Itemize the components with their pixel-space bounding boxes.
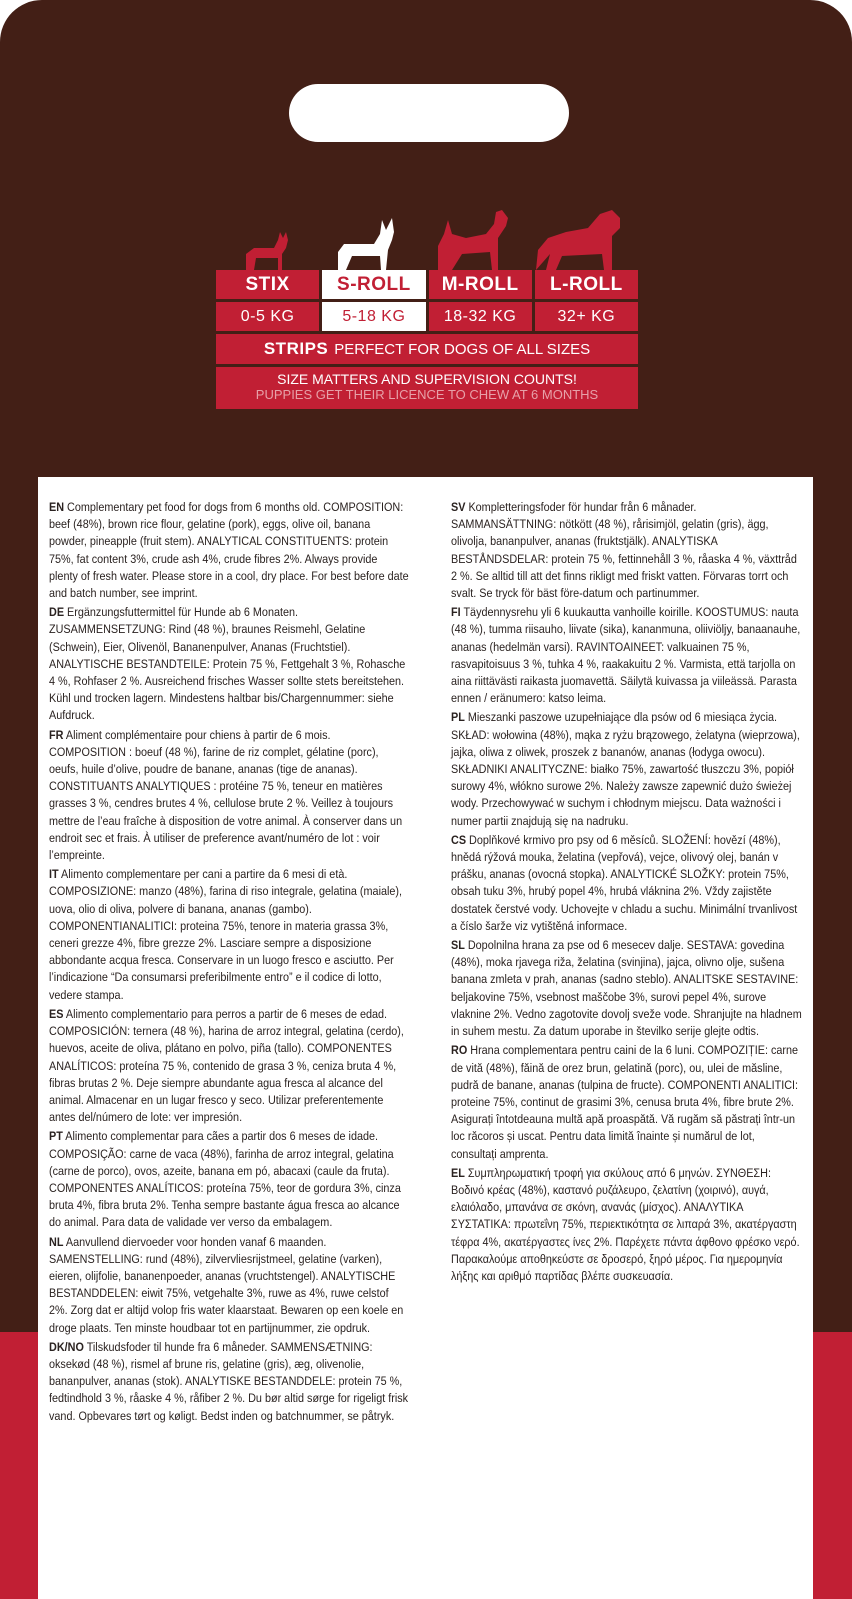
xlarge-dog-icon	[536, 210, 620, 270]
lang-text: Doplňkové krmivo pro psy od 6 měsíců. SLOŽENÍ: hovězí (48%), hnědá rýžová mouka, želatina (vepřová), vejce, olivový olej, banán v prášku, ananas (ovocná stopka). ANALYTICKÉ SLOŽKY: protein 75%, obsah tuku 3%, hrubý popel 4%, hrubá vláknina 2%. Vždy zajistěte dostatek čerstvé vody. Uchovejte v chladu a suchu. Minimální trvanlivost a číslo šarže viz vytištěná informace.	[451, 832, 798, 933]
product-s-roll: S-ROLL	[322, 270, 425, 299]
weight-l-roll: 32+ KG	[535, 302, 638, 331]
dog-silhouettes	[216, 210, 638, 272]
lang-code: PT	[49, 1129, 63, 1144]
lang-text: Täydennysrehu yli 6 kuukautta vanhoille koirille. KOOSTUMUS: nauta (48 %), tumma riisauho, liivate (sika), kananmuna, oliiviöljy, banaanauhe, ananas (hedelmän varsi). RAVINTOAINEET: valkuainen 75 %, rasvapitoisuus 3 %, tuhka 4 %, raakakuitu 2 %. Varmista, että tarjolla on aina riittävästi raikasta juomavettä. Säilytä kuivassa ja viileässä. Parasta ennen / eränumero: katso leima.	[451, 605, 801, 706]
lang-block-pl	[451, 709, 803, 829]
lang-code: EN	[49, 500, 65, 514]
lang-text: Complementary pet food for dogs from 6 months old. COMPOSITION: beef (48%), brown rice flour, gelatine (pork), eggs, olive oil, banana powder, pineapple (fruit stem). ANALYTICAL CONSTITUENTS: protein 75%, fat content 3%, crude ash 4%, crude fibres 2%. Always provide plenty of fresh water. Please store in a cool, dry place. For best before date and batch number, see imprint.	[49, 500, 409, 601]
lang-block-cs	[451, 832, 803, 935]
strips-banner	[216, 334, 638, 364]
lang-block-nl	[49, 1234, 409, 1337]
lang-text: Dopolnilna hrana za pse od 6 mesecev dalje. SESTAVA: govedina (48%), moka rjavega riža, želatina (svinjina), jajca, olivno olje, sušena banana zmleta v prah, ananas (sadno steblo). ANALITSKE SESTAVINE: beljakovine 75%, vsebnost maščobe 3%, surovi pepel 4%, surove vlaknine 2%. Vedno zagotovite dovolj sveže vode. Shranjujte na hladnem in suhem mestu. Za datum uporabe in številko serije glejte odtis.	[451, 938, 802, 1039]
small-dog-icon	[246, 232, 288, 270]
medium-dog-icon	[338, 218, 394, 270]
size-chart	[216, 210, 638, 410]
large-dog-icon	[438, 210, 508, 270]
lang-block-ro	[451, 1042, 803, 1162]
lang-code: FR	[49, 727, 64, 742]
lang-text: Kompletteringsfoder för hundar från 6 månader. SAMMANSÄTTNING: nötkött (48 %), rårisimjöl, gelatin (gris), ägg, olivolja, bananpulver, ananas (fruktstjälk). ANALYTISKA BESTÅNDSDELAR: protein 75 %, fettinnehåll 3 %, råaska 4 %, växttråd 2 %. Se alltid till att det finns rikligt med friskt vatten. Förvaras torrt och svalt. Se tryck för bäst före-datum och partinummer.	[451, 500, 797, 601]
lang-code: RO	[451, 1043, 468, 1058]
lang-code: FI	[451, 605, 461, 620]
lang-block-pt	[49, 1128, 409, 1231]
lang-block-it	[49, 866, 409, 1004]
lang-text: Hrana complementara pentru caini de la 6 luni. COMPOZIȚIE: carne de vită (48%), făină de orez brun, gelatină (porc), ou, ulei de măsline, pudră de banane, ananas (tulpina de fructe). COMPONENTI ANALITICI: proteine 75%, continut de grasimi 3%, cenusa bruta 4%, fibre brute 2%. Asigurați întotdeauna multă apă proaspătă. Vă rugăm să păstrați într-un loc răcoros și uscat. Pentru data limită înainte și numărul de lot, consultați amprenta.	[451, 1043, 799, 1161]
lang-code: IT	[49, 867, 59, 882]
lang-text: Συμπληρωματική τροφή για σκύλους από 6 μηνών. ΣΥΝΘΕΣΗ: Βοδινό κρέας (48%), καστανό ρυζάλευρο, ζελατίνη (χοιρινό), αυγά, ελαιόλαδο, μπανάνα σε σκόνη, ανανάς (μίσχος). ΑΝΑΛΥΤΙΚΑ ΣΥΣΤΑΤΙΚΑ: πρωτεΐνη 75%, περιεκτικότητα σε λιπαρά 3%, ακατέργαστη τέφρα 4%, ακατέργαστες ίνες 2%. Παρέχετε πάντα άφθονο φρέσκο νερό. Παρακαλούμε αποθηκεύστε σε δροσερό, ξηρό μέρος. Για ημερομηνία λήξης και αριθμό παρτίδας βλέπε συσκευασία.	[451, 1165, 800, 1283]
warning-main: SIZE MATTERS AND SUPERVISION COUNTS!	[277, 371, 577, 387]
lang-code: DK/NO	[49, 1339, 84, 1354]
hang-hole	[289, 84, 569, 142]
lang-text: Aliment complémentaire pour chiens à partir de 6 mois. COMPOSITION : boeuf (48 %), farine de riz complet, gélatine (porc), oeufs, huile d’olive, poudre de banane, ananas (tige de ananas). CONSTITUANTS ANALYTIQUES : protéine 75 %, teneur en matières grasses 3 %, cendres brutes 4 %, cellulose brute 2 %. Veillez à toujours mettre de l’eau fraîche à disposition de votre animal. À conserver dans un endroit sec et frais. À utiliser de preference avant/numéro de lot : voir l’empreinte.	[49, 727, 403, 863]
strips-text: PERFECT FOR DOGS OF ALL SIZES	[334, 340, 591, 358]
weight-s-roll: 5-18 KG	[322, 302, 425, 331]
product-m-roll: M-ROLL	[429, 270, 532, 299]
product-name-row	[216, 270, 638, 299]
lang-block-es	[49, 1006, 409, 1126]
lang-code: NL	[49, 1234, 64, 1249]
lang-block-fi	[451, 604, 803, 707]
lang-block-dk-no	[49, 1339, 409, 1425]
weight-m-roll: 18-32 KG	[429, 302, 532, 331]
lang-text: Alimento complementar para cães a partir dos 6 meses de idade. COMPOSIÇÃO: carne de vaca (48%), farinha de arroz integral, gelatina (carne de porco), ovos, azeite, banana em pó, abacaxi (caule da fruta). COMPONENTES ANALÍTICOS: proteína 75%, teor de gordura 3%, cinza bruta 4%, fibra bruta 2%. Tenha sempre bastante água fresca ao alcance do animal. Para data de validade ver verso da embalagem.	[49, 1129, 401, 1230]
lang-code: DE	[49, 605, 65, 620]
lang-block-en	[49, 499, 409, 602]
product-stix: STIX	[216, 270, 319, 299]
size-table	[216, 270, 638, 409]
weight-row	[216, 302, 638, 331]
lang-code: EL	[451, 1165, 465, 1180]
right-column	[451, 499, 803, 1287]
product-l-roll: L-ROLL	[535, 270, 638, 299]
lang-text: Mieszanki paszowe uzupełniające dla psów od 6 miesiąca życia. SKŁAD: wołowina (48%), mąka z ryżu brązowego, żelatyna (wieprzowa), jajka, oliwa z oliwek, proszek z bananów, ananas (łodyga owocu). SKŁADNIKI ANALITYCZNE: białko 75%, zawartość tłuszczu 3%, popiół surowy 4%, włókno surowe 2%. Należy zawsze zapewnić dużo świeżej wody. Przechowywać w suchym i chłodnym miejscu. Data ważności i numer partii znajdują się na nadruku.	[451, 710, 800, 828]
lang-code: SL	[451, 938, 465, 953]
weight-stix: 0-5 KG	[216, 302, 319, 331]
lang-code: SV	[451, 500, 466, 514]
lang-text: Ergänzungsfuttermittel für Hunde ab 6 Monaten. ZUSAMMENSETZUNG: Rind (48 %), braunes Reismehl, Gelatine (Schwein), Eier, Olivenöl, Bananenpulver, Ananas (Fruchtstiel). ANALYTISCHE BESTANDTEILE: Protein 75 %, Fettgehalt 3 %, Rohasche 4 %, Rohfaser 2 %. Ausreichend frisches Wasser sollte stets bereitstehen. Kühl und trocken lagern. Mindestens haltbar bis/Chargennummer: siehe Aufdruck.	[49, 605, 406, 723]
lang-text: Aanvullend diervoeder voor honden vanaf 6 maanden. SAMENSTELLING: rund (48%), zilvervliesrijstmeel, gelatine (varken), eieren, olijfolie, bananenpoeder, ananas (vruchtstengel). ANALYTISCHE BESTANDDELEN: eiwit 75%, vetgehalte 3%, ruwe as 4%, ruwe celstof 2%. Zorg dat er altijd volop fris water klaarstaat. Bewaren op een koele en droge plaats. Ten minste houdbaar tot en partijnummer, zie opdruk.	[49, 1234, 404, 1335]
lang-text: Tilskudsfoder til hunde fra 6 måneder. SAMMENSÆTNING: oksekød (48 %), rismel af brune ris, gelatine (gris), æg, olivenolie, bananpulver, ananas (stok). ANALYTISKE BESTANDDELE: protein 75 %, fedtindhold 3 %, råaske 4 %, råfiber 2 %. Du bør altid sørge for rigeligt frisk vand. Opbevares tørt og køligt. Bedst inden og batchnummer, se påtryk.	[49, 1339, 409, 1423]
lang-code: ES	[49, 1006, 64, 1021]
lang-text: Alimento complementare per cani a partire da 6 mesi di età. COMPOSIZIONE: manzo (48%), farina di riso integrale, gelatina (maiale), uova, olio di oliva, polvere di banana, ananas (gambo). COMPONENTIANALITICI: proteina 75%, tenore in materia grassa 3%, ceneri grezze 4%, fibre grezze 2%. Lasciare sempre a disposizione abbondante acqua fresca. Conservare in un luogo fresco e asciutto. Per l’indicazione “Da consumarsi preferibilmente entro” e il codice di lotto, vedere stampa.	[49, 867, 403, 1002]
strips-label: STRIPS	[263, 339, 329, 358]
lang-code: CS	[451, 832, 467, 847]
lang-code: PL	[451, 710, 465, 725]
lang-block-de	[49, 604, 409, 724]
lang-block-sv	[451, 499, 803, 602]
left-column	[49, 499, 409, 1427]
warning-sub: PUPPIES GET THEIR LICENCE TO CHEW AT 6 MONTHS	[255, 387, 599, 402]
warning-banner	[216, 367, 638, 409]
lang-text: Alimento complementario para perros a partir de 6 meses de edad. COMPOSICIÓN: ternera (48 %), harina de arroz integral, gelatina (cerdo), huevos, aceite de oliva, plátano en polvo, piña (tallo). COMPONENTES ANALÍTICOS: proteína 75 %, contenido de grasa 3 %, ceniza bruta 4 %, fibras brutas 2 %. Deje siempre abundante agua fresca al alcance del animal. Almacenar en un lugar fresco y seco. Utilizar preferentemente antes del/número de lote: ver impresión.	[49, 1006, 404, 1125]
ingredients-panel	[38, 477, 813, 1599]
lang-block-sl	[451, 937, 803, 1040]
lang-block-fr	[49, 727, 409, 865]
lang-block-el	[451, 1165, 803, 1285]
